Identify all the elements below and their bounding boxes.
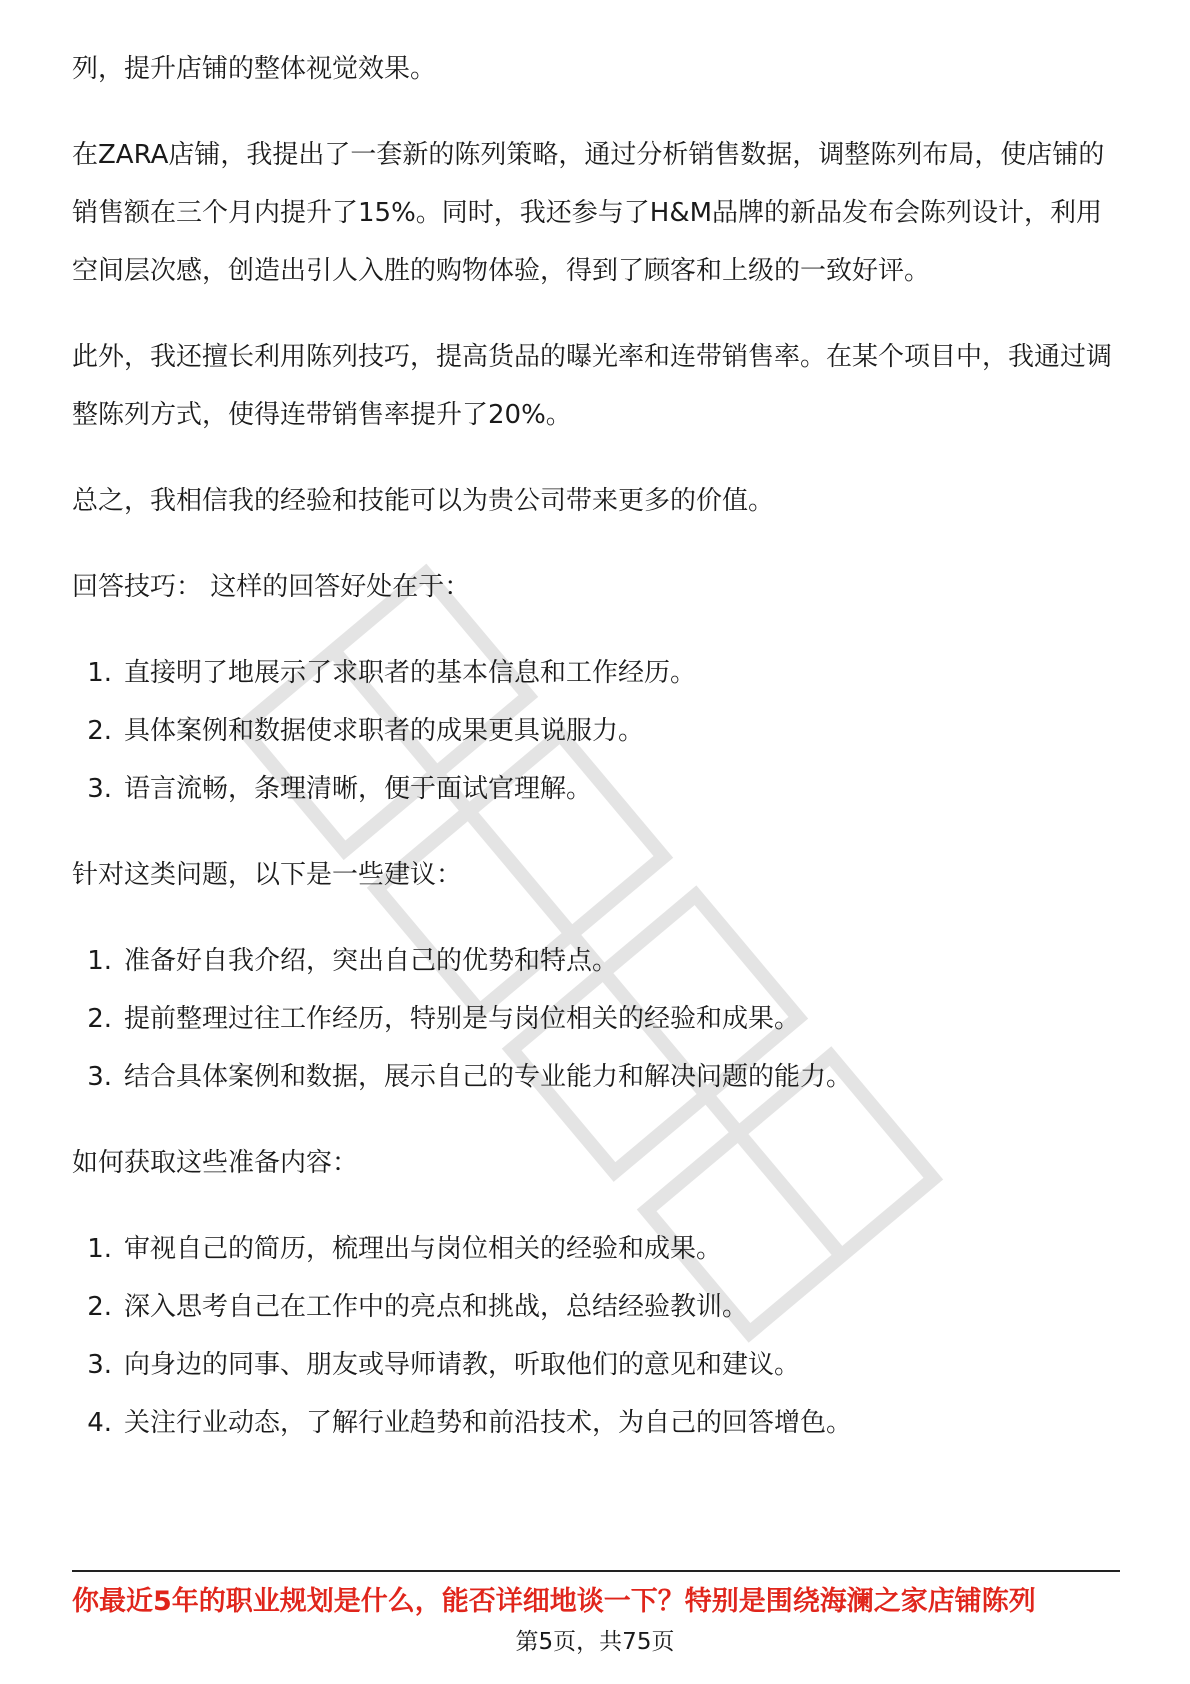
list-item — [72, 1278, 1122, 1336]
list-number: 3. — [87, 1350, 112, 1380]
footer-divider — [72, 1570, 1120, 1572]
page-number: 第5页，共75页 — [515, 1629, 675, 1655]
list-number: 1. — [87, 946, 112, 976]
list-number: 2. — [87, 1292, 112, 1322]
list-item — [72, 990, 1122, 1048]
paragraph-conclusion: 总之，我相信我的经验和技能可以为贵公司带来更多的价值。 — [72, 486, 775, 516]
list-text: 向身边的同事、朋友或导师请教，听取他们的意见和建议。 — [124, 1350, 801, 1380]
tips-heading: 回答技巧： 这样的回答好处在于： — [72, 572, 471, 602]
prep-heading: 如何获取这些准备内容： — [72, 1148, 359, 1178]
list-text: 深入思考自己在工作中的亮点和挑战，总结经验教训。 — [124, 1292, 749, 1322]
list-text: 语言流畅，条理清晰，便于面试官理解。 — [124, 774, 593, 804]
paragraph-display-skills: 此外，我还擅长利用陈列技巧，提高货品的曝光率和连带销售率。在某个项目中，我通过调整陈列方式，使得连带销售率提升了20%。 — [72, 342, 1113, 430]
list-item — [72, 1394, 1122, 1452]
list-number: 4. — [87, 1408, 112, 1438]
list-item — [72, 644, 1122, 702]
list-number: 2. — [87, 1004, 112, 1034]
list-item — [72, 702, 1122, 760]
prep-list — [72, 1220, 1122, 1452]
list-number: 1. — [87, 658, 112, 688]
document-body — [72, 40, 1122, 1480]
tips-list — [72, 644, 1122, 818]
list-text: 具体案例和数据使求职者的成果更具说服力。 — [124, 716, 645, 746]
list-item — [72, 1220, 1122, 1278]
list-text: 提前整理过往工作经历，特别是与岗位相关的经验和成果。 — [124, 1004, 801, 1034]
list-item — [72, 932, 1122, 990]
advice-heading: 针对这类问题，以下是一些建议： — [72, 860, 463, 890]
list-item — [72, 1336, 1122, 1394]
list-text: 关注行业动态，了解行业趋势和前沿技术，为自己的回答增色。 — [124, 1408, 853, 1438]
list-number: 3. — [87, 1062, 112, 1092]
advice-list — [72, 932, 1122, 1106]
list-number: 1. — [87, 1234, 112, 1264]
list-item — [72, 760, 1122, 818]
list-text: 结合具体案例和数据，展示自己的专业能力和解决问题的能力。 — [124, 1062, 853, 1092]
paragraph-continuation: 列，提升店铺的整体视觉效果。 — [72, 54, 437, 84]
paragraph-zara-experience: 在ZARA店铺，我提出了一套新的陈列策略，通过分析销售数据，调整陈列布局，使店铺的销售额在三个月内提升了15%。同时，我还参与了H&M品牌的新品发布会陈列设计，利用空间层次感，创造出引人入胜的购物体验，得到了顾客和上级的一致好评。 — [72, 140, 1105, 286]
list-number: 3. — [87, 774, 112, 804]
list-text: 审视自己的简历，梳理出与岗位相关的经验和成果。 — [124, 1234, 723, 1264]
footer-question-title: 你最近5年的职业规划是什么，能否详细地谈一下？特别是围绕海澜之家店铺陈列 — [72, 1586, 1036, 1617]
list-text: 准备好自我介绍，突出自己的优势和特点。 — [124, 946, 619, 976]
list-item — [72, 1048, 1122, 1106]
list-text: 直接明了地展示了求职者的基本信息和工作经历。 — [124, 658, 697, 688]
list-number: 2. — [87, 716, 112, 746]
